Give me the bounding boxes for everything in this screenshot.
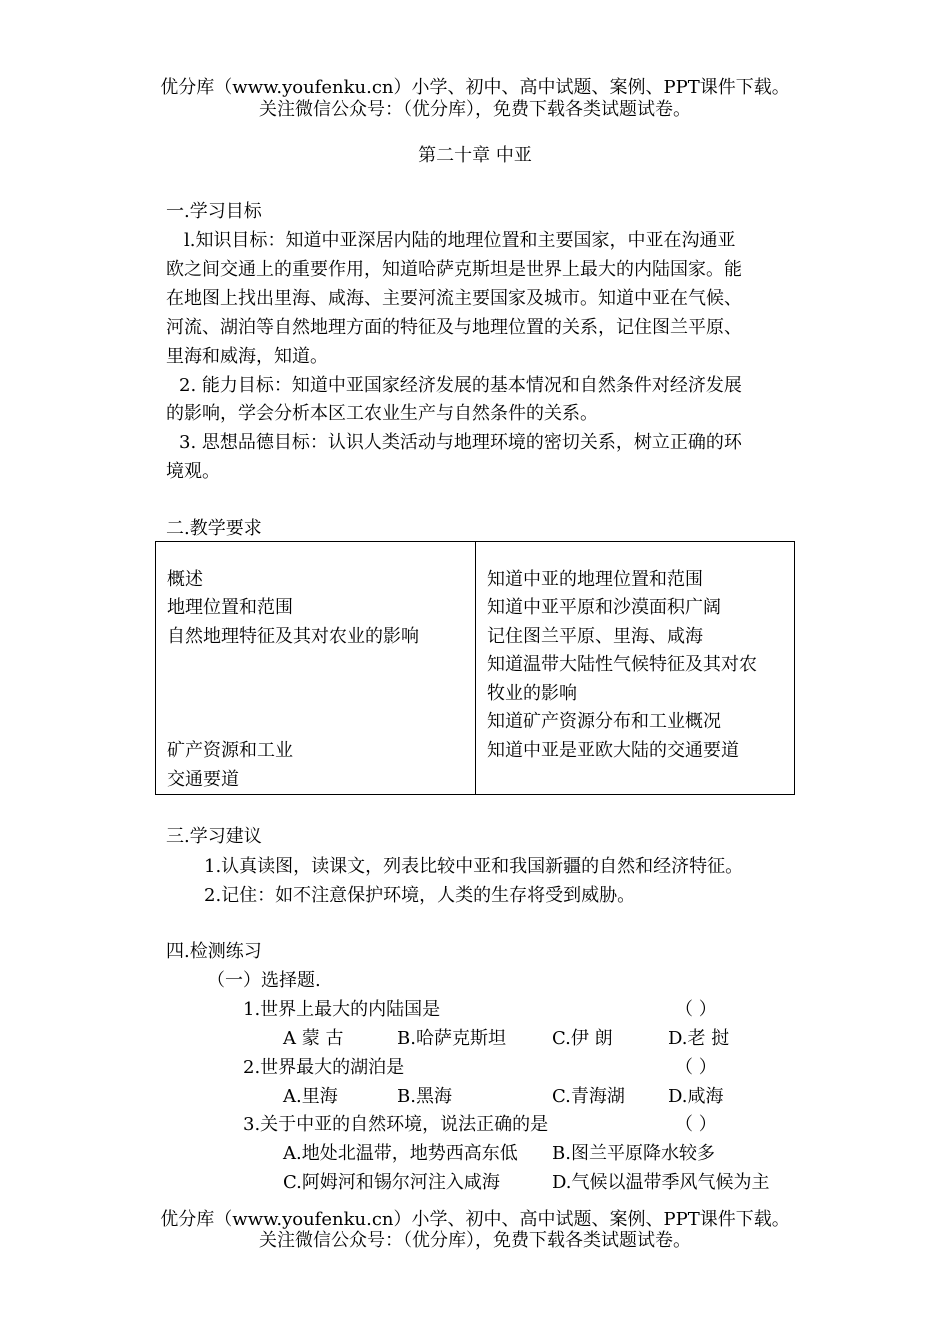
section-4-heading: 四.检测练习 [166,941,262,962]
option: A.地处北温带，地势西高东低 [283,1143,518,1164]
option: C.青海湖 [552,1086,625,1107]
option: C.阿姆河和锡尔河注入咸海 [283,1172,500,1193]
s1-line: 2. 能力目标：知道中亚国家经济发展的基本情况和自然条件对经济发展 [179,375,742,396]
footer-line-1: 优分库（www.youfenku.cn）小学、初中、高中试题、案例、PPT课件下载。 [160,1209,790,1230]
answer-blank: （ ） [675,999,717,1020]
s1-line: 在地图上找出里海、咸海、主要河流主要国家及城市。知道中亚在气候、 [166,288,742,309]
answer-blank: （ ） [675,1057,717,1078]
table-right-cell: 知道中亚平原和沙漠面积广阔 [487,597,721,618]
question-text: 2.世界最大的湖泊是 [243,1057,405,1078]
option: D.咸海 [668,1086,724,1107]
s1-line: 河流、湖泊等自然地理方面的特征及与地理位置的关系，记住图兰平原、 [166,317,742,338]
option: D.老 挝 [668,1028,730,1049]
table-left-cell: 矿产资源和工业 [167,740,293,761]
table-right-cell: 知道中亚是亚欧大陆的交通要道 [487,740,739,761]
header-line-2: 关注微信公众号：（优分库），免费下载各类试题试卷。 [259,99,691,120]
option: C.伊 朗 [552,1028,613,1049]
s1-line: 的影响，学会分析本区工农业生产与自然条件的关系。 [166,403,598,424]
s1-line: 3. 思想品德目标：认识人类活动与地理环境的密切关系，树立正确的环 [179,432,742,453]
section-1-heading: 一.学习目标 [166,201,262,222]
table-left-cell: 交通要道 [167,769,239,790]
option: A 蒙 古 [283,1028,344,1049]
table-right-cell: 记住图兰平原、里海、咸海 [487,626,703,647]
section-3-heading: 三.学习建议 [166,826,262,847]
page-title: 第二十章 中亚 [418,145,532,166]
table-right-cell: 牧业的影响 [487,683,577,704]
table-divider [475,542,476,794]
table-right-cell: 知道中亚的地理位置和范围 [487,569,703,590]
question-text: 3.关于中亚的自然环境，说法正确的是 [243,1114,549,1135]
option: B.哈萨克斯坦 [397,1028,506,1049]
question-text: 1.世界上最大的内陆国是 [243,999,441,1020]
requirements-table [155,541,795,795]
s1-line: 境观。 [166,461,220,482]
choice-subheading: （一）选择题. [207,970,321,991]
table-left-cell: 自然地理特征及其对农业的影响 [167,626,419,647]
option: B.黑海 [397,1086,452,1107]
table-right-cell: 知道矿产资源分布和工业概况 [487,711,721,732]
table-right-cell: 知道温带大陆性气候特征及其对农 [487,654,757,675]
table-left-cell: 概述 [167,569,203,590]
section-2-heading: 二.教学要求 [166,518,262,539]
option: B.图兰平原降水较多 [552,1143,715,1164]
header-line-1: 优分库（www.youfenku.cn）小学、初中、高中试题、案例、PPT课件下载。 [160,77,790,98]
table-left-cell: 地理位置和范围 [167,597,293,618]
footer-line-2: 关注微信公众号：（优分库），免费下载各类试题试卷。 [259,1230,691,1251]
option: A.里海 [283,1086,338,1107]
s1-line: 里海和威海，知道。 [166,346,328,367]
s3-item: 1.认真读图，读课文，列表比较中亚和我国新疆的自然和经济特征。 [204,856,744,877]
s3-item: 2.记住：如不注意保护环境，人类的生存将受到威胁。 [204,885,636,906]
s1-line: 欧之间交通上的重要作用，知道哈萨克斯坦是世界上最大的内陆国家。能 [166,259,742,280]
s1-line: l.知识目标：知道中亚深居内陆的地理位置和主要国家，中亚在沟通亚 [184,230,736,251]
option: D.气候以温带季风气候为主 [552,1172,770,1193]
answer-blank: （ ） [675,1114,717,1135]
